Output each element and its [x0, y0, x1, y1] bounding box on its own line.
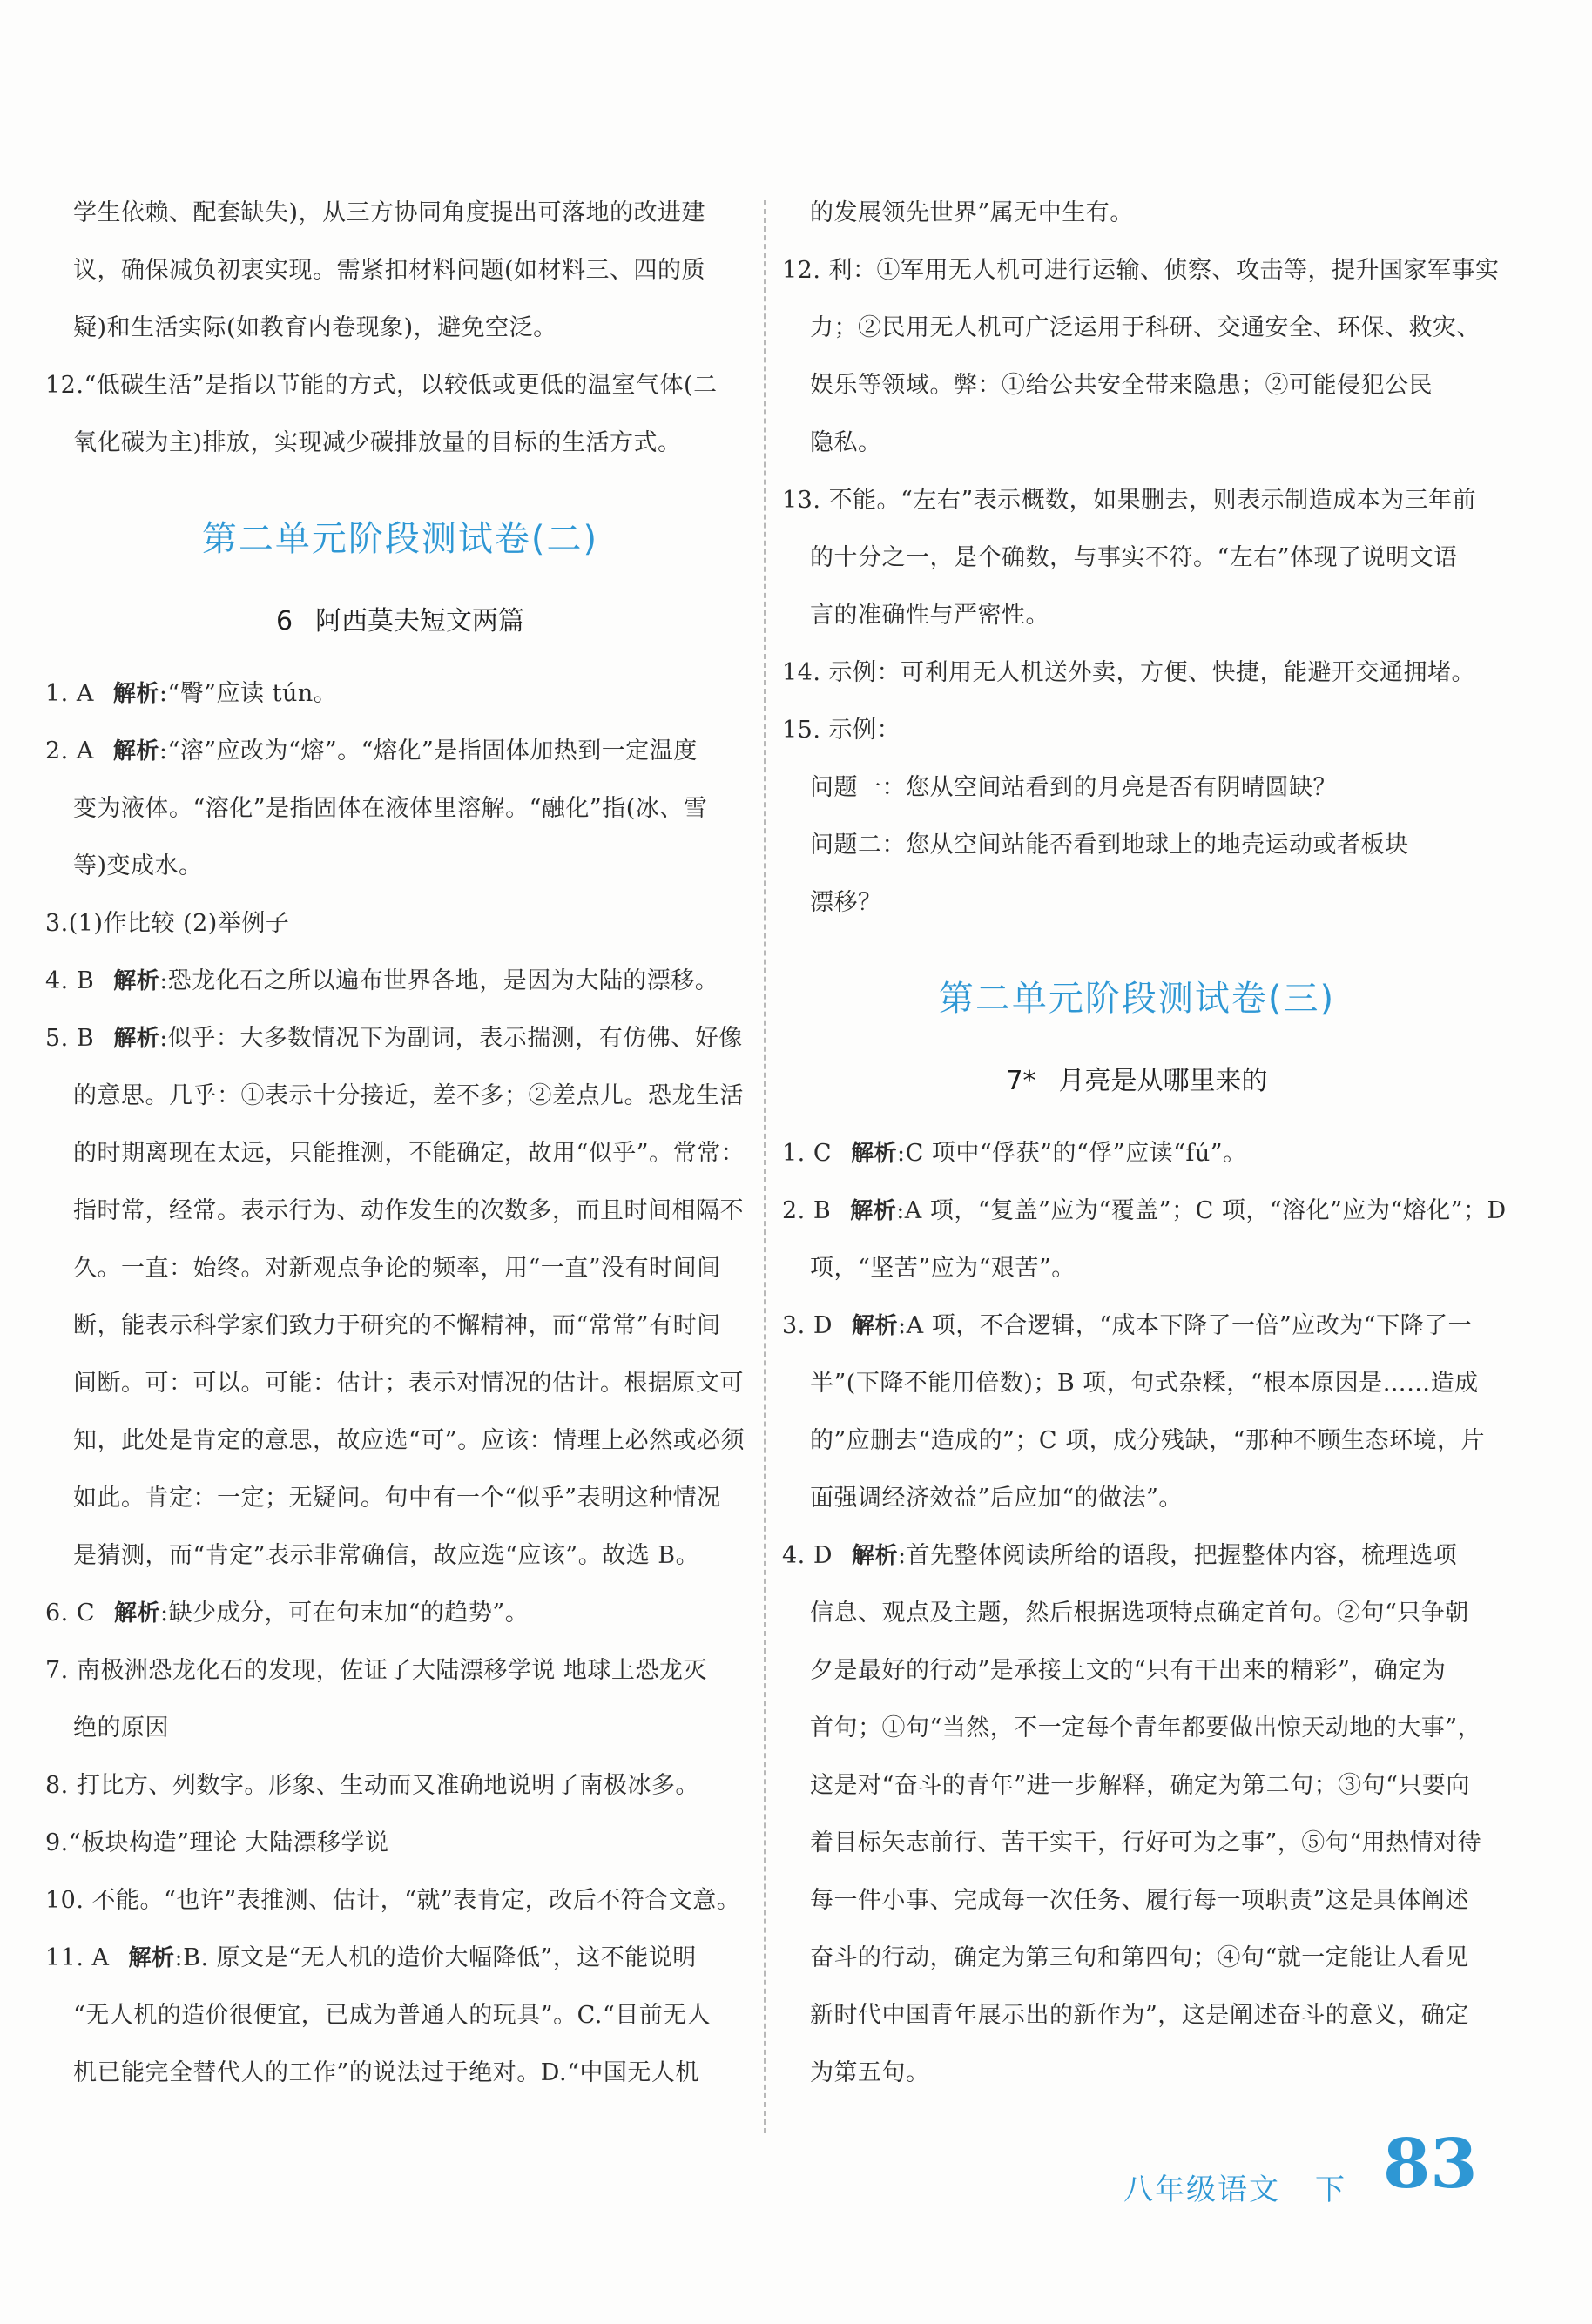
- answer-choice: 4. B: [45, 967, 95, 994]
- answer-3: [782, 1297, 1492, 1355]
- text-line: 力；②民用无人机可广泛运用于科研、交通安全、环保、救灾、: [810, 314, 1481, 341]
- text-line: 半”(下降不能用倍数)；B 项，句式杂糅，“根本原因是……造成: [810, 1370, 1479, 1397]
- answer-choice: 6. C: [45, 1600, 96, 1627]
- text-line: 氧化碳为主)排放，实现减少碳排放量的目标的生活方式。: [73, 429, 682, 456]
- analysis-text: :“溶”应改为“熔”。“熔化”是指固体加热到一定温度: [159, 738, 698, 765]
- analysis-text: :缺少成分，可在句末加“的趋势”。: [160, 1600, 530, 1627]
- answer-choice: 1. A: [45, 680, 94, 707]
- answer-12: 12. 利：①军用无人机可进行运输、侦察、攻击等，提升国家军事实: [782, 257, 1500, 284]
- analysis-text: :C 项中“俘获”的“俘”应读“fú”。: [897, 1140, 1247, 1167]
- analysis-text: :首先整体阅读所给的语段，把握整体内容，梳理选项: [898, 1542, 1458, 1569]
- left-column: [45, 185, 755, 2102]
- answer-11: [45, 1930, 755, 1987]
- text-line: 是猜测，而“肯定”表示非常确信，故应选“应该”。故选 B。: [73, 1542, 700, 1569]
- footer-volume: 下: [1315, 2172, 1345, 2207]
- answer-13: 13. 不能。“左右”表示概数，如果删去，则表示制造成本为三年前: [782, 487, 1477, 514]
- text-line: 变为液体。“溶化”是指固体在液体里溶解。“融化”指(冰、雪: [73, 795, 708, 822]
- analysis-text: :恐龙化石之所以遍布世界各地，是因为大陆的漂移。: [159, 967, 719, 994]
- text-line: 每一件小事、完成每一次任务、履行每一项职责”这是具体阐述: [810, 1887, 1469, 1914]
- answer-2: [782, 1182, 1507, 1240]
- footer-subject: 八年级语文: [1123, 2172, 1280, 2207]
- lesson-title: [45, 587, 755, 665]
- text-line: 断，能表示科学家们致力于研究的不懈精神，而“常常”有时间: [73, 1312, 721, 1339]
- text-line: 夕是最好的行动”是承接上文的“只有干出来的精彩”，确定为: [810, 1657, 1447, 1684]
- lesson-number: 7*: [1006, 1066, 1036, 1096]
- analysis-tag: 解析: [112, 681, 159, 707]
- text-line: 娱乐等领域。弊：①给公共安全带来隐患；②可能侵犯公民: [810, 372, 1433, 399]
- text-line: 疑)和生活实际(如教育内卷现象)，避免空泛。: [73, 314, 557, 341]
- answer-choice: 11. A: [45, 1944, 110, 1971]
- text-line: 首句；①句“当然，不一定每个青年都要做出惊天动地的大事”，: [810, 1714, 1482, 1741]
- answer-12: 12.“低碳生活”是指以节能的方式，以较低或更低的温室气体(二: [45, 372, 718, 399]
- text-line: 知，此处是肯定的意思，故应选“可”。应该：情理上必然或必须: [73, 1427, 745, 1454]
- text-line: 学生依赖、配套缺失)，从三方协同角度提出可落地的改进建: [73, 199, 706, 226]
- answer-3: 3.(1)作比较 (2)举例子: [45, 910, 290, 937]
- text-line: 这是对“奋斗的青年”进一步解释，确定为第二句；③句“只要向: [810, 1772, 1470, 1799]
- analysis-tag: 解析: [114, 1600, 161, 1627]
- text-line: 项，“坚苦”应为“艰苦”。: [810, 1255, 1076, 1282]
- section-title: 第二单元阶段测试卷(二): [201, 519, 599, 559]
- text-line: 新时代中国青年展示出的新作为”，这是阐述奋斗的意义，确定: [810, 2002, 1469, 2029]
- answer-7: 7. 南极洲恐龙化石的发现，佐证了大陆漂移学说 地球上恐龙灭: [45, 1657, 707, 1684]
- answer-9: 9.“板块构造”理论 大陆漂移学说: [45, 1829, 389, 1856]
- text-line: 的”应删去“造成的”；C 项，成分残缺，“那种不顾生态环境，片: [810, 1427, 1485, 1454]
- text-line: 指时常，经常。表示行为、动作发生的次数多，而且时间相隔不: [73, 1197, 744, 1224]
- text-line: 等)变成水。: [73, 852, 203, 879]
- text-line: 隐私。: [810, 429, 882, 456]
- text-line: 的十分之一，是个确数，与事实不符。“左右”体现了说明文语: [810, 544, 1458, 571]
- analysis-tag: 解析: [112, 738, 159, 765]
- text-line: 言的准确性与严密性。: [810, 602, 1049, 629]
- text-line: 间断。可：可以。可能：估计；表示对情况的估计。根据原文可: [73, 1370, 744, 1397]
- text-line: 漂移？: [810, 889, 882, 916]
- text-line: 信息、观点及主题，然后根据选项特点确定首句。②句“只争朝: [810, 1600, 1469, 1627]
- analysis-tag: 解析: [851, 1141, 898, 1167]
- text-line: 的时期离现在太远，只能推测，不能确定，故用“似乎”。常常：: [73, 1140, 745, 1167]
- text-line: 着目标矢志前行、苦干实干，行好可为之事”，⑤句“用热情对待: [810, 1829, 1482, 1856]
- text-line: 奋斗的行动，确定为第三句和第四句；④句“就一定能让人看见: [810, 1944, 1469, 1971]
- analysis-text: :B. 原文是“无人机的造价大幅降低”，这不能说明: [174, 1944, 697, 1971]
- analysis-text: :“臀”应读 tún。: [159, 680, 338, 707]
- section-title: 第二单元阶段测试卷(三): [938, 979, 1336, 1019]
- analysis-tag: 解析: [852, 1543, 899, 1569]
- text-line: 如此。肯定：一定；无疑问。句中有一个“似乎”表明这种情况: [73, 1485, 721, 1512]
- analysis-tag: 解析: [852, 1313, 899, 1339]
- answer-choice: 4. D: [782, 1542, 833, 1569]
- answer-choice: 2. B: [782, 1197, 832, 1224]
- lesson-name: 月亮是从哪里来的: [1058, 1066, 1268, 1096]
- answer-4: [45, 953, 755, 1010]
- analysis-text: :A 项，不合逻辑，“成本下降了一倍”应改为“下降了一: [898, 1312, 1473, 1339]
- answer-choice: 3. D: [782, 1312, 833, 1339]
- answer-15: 15. 示例：: [782, 717, 901, 744]
- text-line: 问题一：您从空间站看到的月亮是否有阴晴圆缺？: [810, 774, 1337, 801]
- answer-4: [782, 1527, 1492, 1585]
- column-divider: [764, 200, 766, 2133]
- lesson-title: [782, 1047, 1492, 1125]
- analysis-text: :A 项，“复盖”应为“覆盖”；C 项，“溶化”应为“熔化”；D: [896, 1197, 1507, 1224]
- text-line: 面强调经济效益”后应加“的做法”。: [810, 1485, 1183, 1512]
- text-line: 的意思。几乎：①表示十分接近，差不多；②差点儿。恐龙生活: [73, 1082, 744, 1109]
- text-line: 绝的原因: [73, 1714, 169, 1741]
- answer-choice: 5. B: [45, 1025, 95, 1052]
- page-number: 83: [1383, 2125, 1478, 2204]
- lesson-number: 6: [275, 606, 293, 637]
- answer-8: 8. 打比方、列数字。形象、生动而又准确地说明了南极冰多。: [45, 1772, 699, 1799]
- answer-1: [45, 665, 755, 723]
- analysis-tag: 解析: [113, 1026, 160, 1052]
- answer-14: 14. 示例：可利用无人机送外卖，方便、快捷，能避开交通拥堵。: [782, 659, 1476, 686]
- text-line: 机已能完全替代人的工作”的说法过于绝对。D.“中国无人机: [73, 2059, 699, 2086]
- analysis-text: :似乎：大多数情况下为副词，表示揣测，有仿佛、好像: [159, 1025, 743, 1052]
- answer-5: [45, 1010, 755, 1068]
- answer-choice: 1. C: [782, 1140, 833, 1167]
- answer-choice: 2. A: [45, 738, 94, 765]
- answer-6: [45, 1585, 755, 1642]
- answer-1: [782, 1125, 1492, 1182]
- analysis-tag: 解析: [113, 968, 160, 994]
- analysis-tag: 解析: [850, 1198, 897, 1224]
- text-line: 久。一直：始终。对新观点争论的频率，用“一直”没有时间间: [73, 1255, 721, 1282]
- text-line: 问题二：您从空间站能否看到地球上的地壳运动或者板块: [810, 832, 1409, 859]
- answer-2: [45, 723, 755, 780]
- text-line: 为第五句。: [810, 2059, 930, 2086]
- answer-10: 10. 不能。“也许”表推测、估计，“就”表肯定，改后不符合文意。: [45, 1887, 741, 1914]
- text-line: 的发展领先世界”属无中生有。: [810, 199, 1134, 226]
- text-line: “无人机的造价很便宜，已成为普通人的玩具”。C.“目前无人: [73, 2002, 712, 2029]
- lesson-name: 阿西莫夫短文两篇: [315, 606, 525, 637]
- analysis-tag: 解析: [128, 1945, 175, 1971]
- text-line: 议，确保减负初衷实现。需紧扣材料问题(如材料三、四的质: [73, 257, 706, 284]
- right-column: [782, 185, 1507, 2102]
